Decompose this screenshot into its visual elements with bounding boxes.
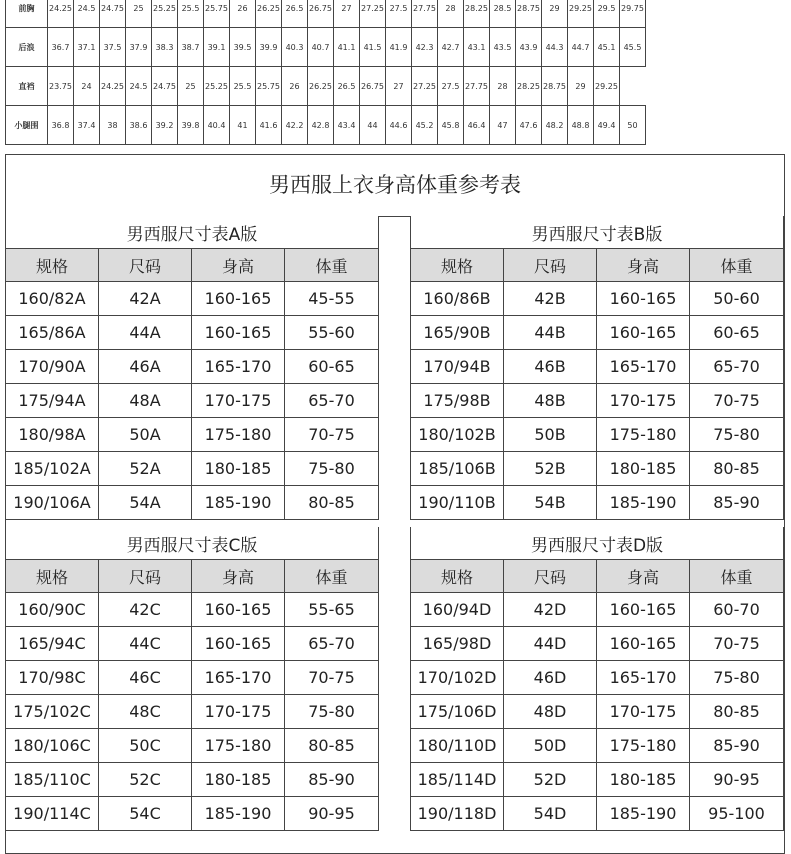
measurement-cell: 25.25	[152, 0, 178, 28]
table-cell: 160/90C	[6, 593, 99, 627]
table-title: 男西服尺寸表B版	[411, 216, 784, 249]
measurement-cell: 45.8	[438, 106, 464, 145]
measurement-cell: 24.25	[100, 67, 126, 106]
table-cell: 160/86B	[411, 282, 504, 316]
table-row	[6, 763, 379, 797]
measurement-cell: 29	[568, 67, 594, 106]
measurement-table	[5, 0, 646, 145]
table-cell: 165-170	[597, 350, 690, 384]
table-title: 男西服尺寸表C版	[6, 527, 379, 560]
measurement-cell: 28.25	[464, 0, 490, 28]
table-cell: 52B	[504, 452, 597, 486]
measurement-cell: 25	[126, 0, 152, 28]
table-cell: 42B	[504, 282, 597, 316]
measurement-cell: 48.2	[542, 106, 568, 145]
measurement-cell: 38.6	[126, 106, 152, 145]
table-cell: 80-85	[690, 695, 784, 729]
measurement-cell: 49.4	[594, 106, 620, 145]
table-row	[411, 452, 784, 486]
measurement-cell: 50	[620, 106, 646, 145]
table-cell: 46D	[504, 661, 597, 695]
table-cell: 65-70	[285, 384, 379, 418]
measurement-cell: 36.7	[48, 28, 74, 67]
measurement-cell: 27.25	[412, 67, 438, 106]
measurement-cell: 28	[490, 67, 516, 106]
measurement-cell: 41.1	[334, 28, 360, 67]
measurement-cell: 45.5	[620, 28, 646, 67]
measurement-cell: 28.5	[490, 0, 516, 28]
table-cell: 44B	[504, 316, 597, 350]
table-cell: 160-165	[192, 316, 285, 350]
measurement-cell: 39.1	[204, 28, 230, 67]
table-cell: 165/86A	[6, 316, 99, 350]
table-cell: 80-85	[285, 486, 379, 520]
measurement-row-label: 直裆	[6, 67, 48, 106]
table-cell: 175/98B	[411, 384, 504, 418]
table-row	[6, 797, 379, 831]
table-cell: 185/114D	[411, 763, 504, 797]
measurement-cell: 25.25	[204, 67, 230, 106]
table-cell: 160-165	[192, 282, 285, 316]
table-row	[411, 695, 784, 729]
table-cell: 160-165	[597, 593, 690, 627]
column-header: 体重	[285, 249, 379, 282]
table-cell: 175-180	[597, 418, 690, 452]
measurement-cell: 27.75	[412, 0, 438, 28]
table-cell: 60-70	[690, 593, 784, 627]
table-row	[411, 729, 784, 763]
measurement-cell: 26.25	[308, 67, 334, 106]
table-cell: 180/106C	[6, 729, 99, 763]
table-cell: 170/94B	[411, 350, 504, 384]
measurement-cell: 41.9	[386, 28, 412, 67]
measurement-cell: 29.5	[594, 0, 620, 28]
table-cell: 85-90	[690, 486, 784, 520]
size-table-a	[5, 216, 379, 520]
measurement-cell: 26	[230, 0, 256, 28]
table-cell: 185-190	[192, 486, 285, 520]
measurement-row	[6, 67, 646, 106]
table-cell: 70-75	[285, 661, 379, 695]
table-cell: 55-60	[285, 316, 379, 350]
column-header: 身高	[597, 249, 690, 282]
measurement-cell: 27.5	[438, 67, 464, 106]
table-cell: 80-85	[690, 452, 784, 486]
measurement-row-label: 前胸	[6, 0, 48, 28]
measurement-cell: 26.5	[334, 67, 360, 106]
table-cell: 75-80	[690, 418, 784, 452]
table-cell: 160-165	[192, 593, 285, 627]
measurement-cell: 27	[386, 67, 412, 106]
measurement-cell: 26	[282, 67, 308, 106]
column-header: 尺码	[504, 249, 597, 282]
table-header-row	[6, 249, 379, 282]
table-row	[411, 282, 784, 316]
table-cell: 85-90	[690, 729, 784, 763]
measurement-cell: 25.5	[230, 67, 256, 106]
measurement-cell: 26.75	[360, 67, 386, 106]
table-cell: 165/90B	[411, 316, 504, 350]
table-cell: 175-180	[597, 729, 690, 763]
table-row	[411, 350, 784, 384]
measurement-cell: 43.4	[334, 106, 360, 145]
table-cell: 175-180	[192, 729, 285, 763]
table-cell: 42C	[99, 593, 192, 627]
measurement-cell: 25.75	[256, 67, 282, 106]
table-row	[6, 661, 379, 695]
table-cell: 165/94C	[6, 627, 99, 661]
size-table-d	[410, 527, 784, 831]
table-header-row	[6, 560, 379, 593]
table-row	[6, 350, 379, 384]
table-cell: 170-175	[192, 384, 285, 418]
measurement-cell: 47	[490, 106, 516, 145]
measurement-cell: 29	[542, 0, 568, 28]
table-header-row	[411, 249, 784, 282]
table-row	[411, 418, 784, 452]
table-row	[411, 486, 784, 520]
column-header: 规格	[6, 560, 99, 593]
column-header: 体重	[690, 249, 784, 282]
table-cell: 46C	[99, 661, 192, 695]
table-row	[411, 316, 784, 350]
table-cell: 175/94A	[6, 384, 99, 418]
table-row	[411, 627, 784, 661]
measurement-cell: 26.25	[256, 0, 282, 28]
measurement-cell: 40.4	[204, 106, 230, 145]
table-cell: 60-65	[690, 316, 784, 350]
table-cell: 160/82A	[6, 282, 99, 316]
table-cell: 50B	[504, 418, 597, 452]
table-cell: 50A	[99, 418, 192, 452]
table-row	[6, 486, 379, 520]
table-cell: 165-170	[192, 661, 285, 695]
table-row	[6, 593, 379, 627]
measurement-cell: 24.5	[74, 0, 100, 28]
measurement-cell: 38.7	[178, 28, 204, 67]
table-cell: 190/118D	[411, 797, 504, 831]
measurement-cell: 43.5	[490, 28, 516, 67]
table-row	[411, 384, 784, 418]
table-cell: 165-170	[597, 661, 690, 695]
table-cell: 185-190	[597, 486, 690, 520]
table-cell: 170-175	[192, 695, 285, 729]
measurement-cell: 47.6	[516, 106, 542, 145]
measurement-cell: 45.2	[412, 106, 438, 145]
table-cell: 70-75	[690, 384, 784, 418]
table-cell: 185-190	[597, 797, 690, 831]
measurement-cell: 37.1	[74, 28, 100, 67]
table-cell: 54A	[99, 486, 192, 520]
measurement-cell: 27	[334, 0, 360, 28]
table-cell: 70-75	[690, 627, 784, 661]
table-cell: 190/114C	[6, 797, 99, 831]
measurement-cell: 37.5	[100, 28, 126, 67]
table-cell: 170/98C	[6, 661, 99, 695]
table-cell: 185-190	[192, 797, 285, 831]
table-cell: 44D	[504, 627, 597, 661]
table-cell: 52A	[99, 452, 192, 486]
table-cell: 170-175	[597, 384, 690, 418]
measurement-cell: 42.3	[412, 28, 438, 67]
measurement-cell: 42.8	[308, 106, 334, 145]
measurement-cell: 24	[74, 67, 100, 106]
measurement-cell: 27.75	[464, 67, 490, 106]
table-cell: 52D	[504, 763, 597, 797]
measurement-cell: 24.75	[100, 0, 126, 28]
measurement-cell: 48.8	[568, 106, 594, 145]
measurement-cell: 40.7	[308, 28, 334, 67]
table-cell: 165/98D	[411, 627, 504, 661]
table-cell: 50D	[504, 729, 597, 763]
measurement-cell: 39.8	[178, 106, 204, 145]
table-cell: 52C	[99, 763, 192, 797]
table-cell: 170/102D	[411, 661, 504, 695]
table-cell: 50-60	[690, 282, 784, 316]
table-cell: 65-70	[690, 350, 784, 384]
table-row	[6, 729, 379, 763]
table-cell: 75-80	[690, 661, 784, 695]
table-cell: 175/106D	[411, 695, 504, 729]
table-row	[6, 384, 379, 418]
table-cell: 55-65	[285, 593, 379, 627]
measurement-cell: 42.7	[438, 28, 464, 67]
table-cell: 44A	[99, 316, 192, 350]
table-title-row	[6, 216, 379, 249]
measurement-cell: 41.6	[256, 106, 282, 145]
measurement-cell: 29.75	[620, 0, 646, 28]
measurement-cell: 39.9	[256, 28, 282, 67]
table-cell: 54D	[504, 797, 597, 831]
table-cell: 185/102A	[6, 452, 99, 486]
measurement-cell: 42.2	[282, 106, 308, 145]
column-header: 体重	[285, 560, 379, 593]
table-row	[6, 282, 379, 316]
table-cell: 180/102B	[411, 418, 504, 452]
measurement-cell: 24.5	[126, 67, 152, 106]
table-row	[411, 797, 784, 831]
table-cell: 190/106A	[6, 486, 99, 520]
table-title-row	[6, 527, 379, 560]
measurement-cell: 28.25	[516, 67, 542, 106]
measurement-cell: 25.5	[178, 0, 204, 28]
table-cell: 175/102C	[6, 695, 99, 729]
table-cell: 160-165	[597, 282, 690, 316]
table-cell: 50C	[99, 729, 192, 763]
measurement-cell: 29.25	[568, 0, 594, 28]
measurement-cell: 44.7	[568, 28, 594, 67]
measurement-cell: 36.8	[48, 106, 74, 145]
table-cell: 180-185	[597, 452, 690, 486]
column-header: 尺码	[99, 560, 192, 593]
measurement-cell: 45.1	[594, 28, 620, 67]
table-cell: 42D	[504, 593, 597, 627]
table-cell: 46B	[504, 350, 597, 384]
measurement-cell: 43.9	[516, 28, 542, 67]
table-cell: 180-185	[597, 763, 690, 797]
table-title-row	[411, 216, 784, 249]
table-cell: 170-175	[597, 695, 690, 729]
table-cell: 60-65	[285, 350, 379, 384]
table-cell: 185/106B	[411, 452, 504, 486]
table-cell: 85-90	[285, 763, 379, 797]
column-header: 身高	[597, 560, 690, 593]
table-cell: 160/94D	[411, 593, 504, 627]
table-cell: 48C	[99, 695, 192, 729]
table-row	[6, 695, 379, 729]
measurement-cell: 24.25	[48, 0, 74, 28]
table-cell: 48A	[99, 384, 192, 418]
table-row	[411, 593, 784, 627]
column-header: 尺码	[99, 249, 192, 282]
column-header: 身高	[192, 560, 285, 593]
table-cell: 46A	[99, 350, 192, 384]
table-cell: 160-165	[597, 627, 690, 661]
column-header: 规格	[6, 249, 99, 282]
measurement-cell: 37.4	[74, 106, 100, 145]
table-cell: 70-75	[285, 418, 379, 452]
measurement-cell: 26.75	[308, 0, 334, 28]
measurement-cell: 44	[360, 106, 386, 145]
table-cell: 180-185	[192, 763, 285, 797]
table-title: 男西服尺寸表A版	[6, 216, 379, 249]
measurement-table-body	[6, 0, 646, 145]
table-cell: 90-95	[690, 763, 784, 797]
table-cell: 185/110C	[6, 763, 99, 797]
measurement-cell: 39.2	[152, 106, 178, 145]
measurement-cell: 28.75	[516, 0, 542, 28]
measurement-cell: 43.1	[464, 28, 490, 67]
measurement-cell: 46.4	[464, 106, 490, 145]
table-title: 男西服尺寸表D版	[411, 527, 784, 560]
measurement-row	[6, 0, 646, 28]
table-cell: 170/90A	[6, 350, 99, 384]
table-cell: 65-70	[285, 627, 379, 661]
measurement-cell: 41.5	[360, 28, 386, 67]
table-cell: 160-165	[192, 627, 285, 661]
table-cell: 45-55	[285, 282, 379, 316]
measurement-cell: 24.75	[152, 67, 178, 106]
table-row	[6, 418, 379, 452]
measurement-cell: 44.6	[386, 106, 412, 145]
measurement-cell: 29.25	[594, 67, 620, 106]
measurement-cell: 39.5	[230, 28, 256, 67]
table-row	[6, 316, 379, 350]
column-header: 身高	[192, 249, 285, 282]
measurement-cell: 44.3	[542, 28, 568, 67]
measurement-cell: 23.75	[48, 67, 74, 106]
measurement-cell: 28	[438, 0, 464, 28]
table-row	[6, 452, 379, 486]
table-cell: 180/98A	[6, 418, 99, 452]
table-cell: 175-180	[192, 418, 285, 452]
measurement-cell: 27.5	[386, 0, 412, 28]
measurement-cell: 28.75	[542, 67, 568, 106]
measurement-row-label: 后浪	[6, 28, 48, 67]
measurement-cell: 37.9	[126, 28, 152, 67]
table-row	[6, 627, 379, 661]
measurement-cell: 25.75	[204, 0, 230, 28]
column-header: 规格	[411, 249, 504, 282]
table-cell: 48D	[504, 695, 597, 729]
column-header: 体重	[690, 560, 784, 593]
table-cell: 180/110D	[411, 729, 504, 763]
table-cell: 75-80	[285, 695, 379, 729]
measurement-cell: 25	[178, 67, 204, 106]
table-cell: 42A	[99, 282, 192, 316]
table-cell: 75-80	[285, 452, 379, 486]
table-cell: 54C	[99, 797, 192, 831]
table-row	[411, 763, 784, 797]
column-header: 规格	[411, 560, 504, 593]
measurement-cell: 26.5	[282, 0, 308, 28]
measurement-cell: 27.25	[360, 0, 386, 28]
table-cell: 165-170	[192, 350, 285, 384]
measurement-row-label: 小腿围	[6, 106, 48, 145]
measurement-row	[6, 106, 646, 145]
chart-title: 男西服上衣身高体重参考表	[6, 155, 784, 217]
table-cell: 95-100	[690, 797, 784, 831]
column-header: 尺码	[504, 560, 597, 593]
table-cell: 160-165	[597, 316, 690, 350]
table-row	[411, 661, 784, 695]
size-table-b	[410, 216, 784, 520]
table-header-row	[411, 560, 784, 593]
measurement-cell: 38	[100, 106, 126, 145]
measurement-cell: 40.3	[282, 28, 308, 67]
table-cell: 90-95	[285, 797, 379, 831]
table-cell: 180-185	[192, 452, 285, 486]
table-title-row	[411, 527, 784, 560]
measurement-cell: 41	[230, 106, 256, 145]
table-cell: 48B	[504, 384, 597, 418]
table-cell: 190/110B	[411, 486, 504, 520]
table-cell: 54B	[504, 486, 597, 520]
size-table-c	[5, 527, 379, 831]
table-cell: 44C	[99, 627, 192, 661]
table-cell: 80-85	[285, 729, 379, 763]
measurement-row	[6, 28, 646, 67]
measurement-cell: 38.3	[152, 28, 178, 67]
